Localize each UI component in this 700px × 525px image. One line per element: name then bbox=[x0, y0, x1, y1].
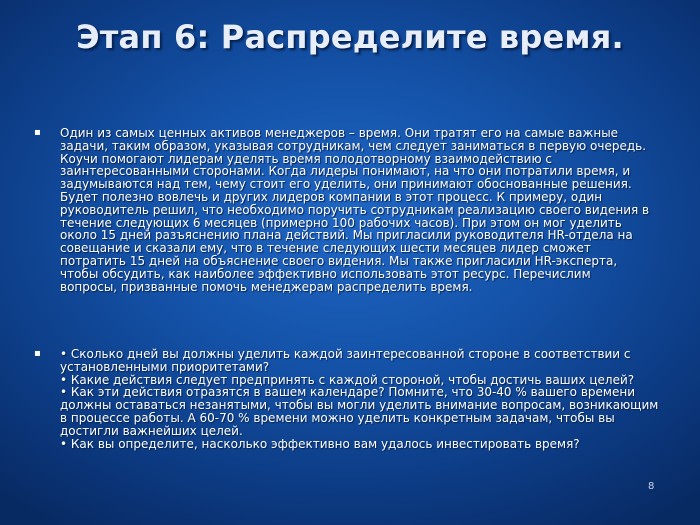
paragraph-1 bbox=[60, 127, 662, 293]
page-number: 8 bbox=[648, 481, 655, 492]
paragraph-line: течение следующих 6 месяцев (примерно 100 рабочих часов). При этом он мог уделить bbox=[60, 215, 622, 230]
question-line: • Какие действия следует предпринять с каждой стороной, чтобы достичь ваших целей? bbox=[60, 372, 635, 387]
paragraph-line: Коучи помогают лидерам уделять время полодотворному взаимодействию с bbox=[60, 151, 552, 166]
paragraph-line: около 15 дней разъяснению плана действий. Мы пригласили руководителя HR-отдела на bbox=[60, 228, 633, 243]
question-line: в процессе работы. А 60-70 % времени можно уделить конкретным задачам, чтобы вы bbox=[60, 410, 615, 425]
slide-title: Этап 6: Распределите время. bbox=[76, 18, 624, 56]
question-line: • Как вы определите, насколько эффективно вам удалось инвестировать время? bbox=[60, 436, 580, 451]
question-line: достигли важнейших целей. bbox=[60, 423, 243, 438]
question-line: • Как эти действия отразятся в вашем календаре? Помните, что 30-40 % вашего времени bbox=[60, 385, 635, 400]
paragraph-line: заинтересованными сторонами. Когда лидеры понимают, на что они потратили время, и bbox=[60, 164, 631, 179]
paragraph-line: вопросы, призванные помочь менеджерам распределить время. bbox=[60, 279, 473, 294]
paragraph-line: потратить 15 дней на объяснение своего видения. Мы также пригласили HR-эксперта, bbox=[60, 253, 618, 268]
paragraph-line: задумываются над тем, чему стоит его уделить, они принимают обоснованные решения. bbox=[60, 177, 632, 192]
paragraph-line: Один из самых ценных активов менеджеров – время. Они тратят его на самые важные bbox=[60, 126, 619, 140]
question-line: • Сколько дней вы должны уделить каждой заинтересованной стороне в соответствии с bbox=[60, 347, 631, 361]
bullet-marker: ▪ bbox=[34, 348, 41, 359]
paragraph-line: совещание и сказали ему, что в течение следующих шести месяцев лидер сможет bbox=[60, 241, 591, 256]
paragraph-line: Будет полезно вовлечь и других лидеров компании в этот процесс. К примеру, один bbox=[60, 189, 603, 204]
bullet-marker: ▪ bbox=[34, 127, 41, 138]
paragraph-line: чтобы обсудить, как наиболее эффективно использовать этот ресурс. Перечислим bbox=[60, 266, 591, 281]
question-line: должны оставаться незанятыми, чтобы вы могли уделить внимание вопросам, возникающим bbox=[60, 398, 659, 413]
paragraph-line: задачи, таким образом, указывая сотрудникам, чем следует заниматься в первую очередь. bbox=[60, 138, 647, 153]
paragraph-line: руководитель решил, что необходимо поручить сотрудникам реализацию своего видения в bbox=[60, 202, 650, 217]
paragraph-2 bbox=[60, 348, 662, 450]
question-line: установленными приоритетами? bbox=[60, 359, 270, 374]
